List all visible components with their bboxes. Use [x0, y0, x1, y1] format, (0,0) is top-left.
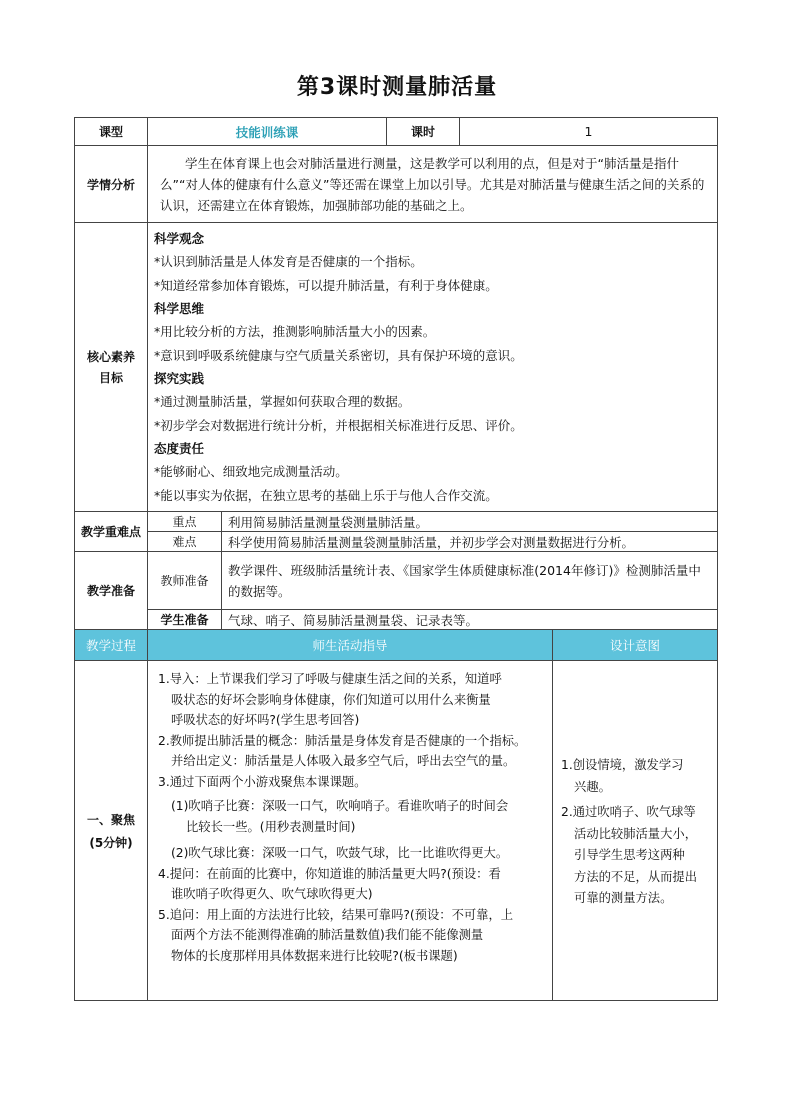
analysis-text: 学生在体育课上也会对肺活量进行测量，这是教学可以利用的点，但是对于“肺活量是指什么”“对人体的健康有什么意义”等还需在课堂上加以引导。尤其是对肺活量与健康生活之间的关系的认识，还需建立在体育锻炼，加强肺部功能的基础之上。 — [160, 155, 705, 213]
goal-item: *通过测量肺活量，掌握如何获取合理的数据。 — [154, 394, 411, 409]
row-focus — [75, 512, 718, 532]
student-prep-label: 学生准备 — [148, 610, 222, 630]
goal-item: *意识到呼吸系统健康与空气质量关系密切，具有保护环境的意识。 — [154, 347, 523, 363]
intent-line: 方法的不足，从而提出 — [574, 869, 697, 884]
teacher-prep-label: 教师准备 — [148, 552, 222, 610]
activity-line: 并给出定义：肺活量是人体吸入最多空气后，呼出去空气的量。 — [171, 754, 516, 768]
activity-line: 物体的长度那样用具体数据来进行比较呢?(板书课题) — [171, 948, 458, 963]
activity-line: 3.通过下面两个小游戏聚焦本课课题。 — [158, 774, 367, 789]
activity-line: 吸状态的好坏会影响身体健康，你们知道可以用什么来衡量 — [171, 692, 491, 707]
row-difficulty — [75, 532, 718, 552]
activity-line: 谁吹哨子吹得更久、吹气球吹得更大) — [171, 887, 373, 901]
intent-line: 1.创设情境，激发学习 — [561, 758, 684, 772]
core-goals-content — [148, 223, 718, 512]
activity-line: (2)吹气球比赛：深吸一口气，吹鼓气球，比一比谁吹得更大。 — [171, 846, 509, 860]
row-teacher-prep — [75, 552, 718, 610]
hours-label: 课时 — [387, 118, 460, 146]
lesson-plan-table — [74, 117, 718, 1001]
process-header-activity: 师生活动指导 — [148, 630, 553, 661]
row-core-goals — [75, 223, 718, 512]
stage-activity — [148, 661, 553, 1001]
process-header-intent: 设计意图 — [553, 630, 718, 661]
goal-item: *知道经常参加体育锻炼，可以提升肺活量，有利于身体健康。 — [154, 277, 498, 293]
teacher-prep-text: 教学课件、班级肺活量统计表、《国家学生体质健康标准(2014年修订)》检测肺活量中的数据等。 — [222, 552, 718, 610]
goal-item: *用比较分析的方法，推测影响肺活量大小的因素。 — [154, 324, 436, 339]
activity-line: 2.教师提出肺活量的概念：肺活量是身体发育是否健康的一个指标。 — [158, 733, 527, 748]
section-heading: 探究实践 — [154, 371, 205, 386]
section-heading: 科学思维 — [154, 301, 205, 316]
activity-line: 5.追问：用上面的方法进行比较，结果可靠吗?(预设：不可靠，上 — [158, 907, 514, 922]
intent-line: 活动比较肺活量大小， — [574, 826, 697, 841]
page-title: 第3课时测量肺活量 — [296, 75, 498, 100]
row-stage-1 — [75, 661, 718, 1001]
activity-line: 比较长一些。(用秒表测量时间) — [186, 819, 356, 834]
focus-label: 重点 — [148, 512, 222, 532]
course-type-value: 技能训练课 — [148, 118, 387, 146]
difficulty-text: 科学使用简易肺活量测量袋测量肺活量，并初步学会对测量数据进行分析。 — [222, 532, 718, 552]
section-heading: 态度责任 — [154, 441, 205, 456]
stage-label: 一、聚焦 — [86, 812, 135, 827]
stage-duration: (5分钟) — [89, 835, 133, 850]
row-analysis — [75, 146, 718, 223]
goal-item: *初步学会对数据进行统计分析，并根据相关标准进行反思、评价。 — [154, 417, 523, 433]
intent-line: 可靠的测量方法。 — [574, 891, 673, 905]
activity-line: 面两个方法不能测得准确的肺活量数值)我们能不能像测量 — [171, 928, 484, 942]
goal-item: *认识到肺活量是人体发育是否健康的一个指标。 — [154, 254, 423, 269]
core-label-1: 核心素养 — [86, 350, 135, 364]
preparation-label: 教学准备 — [75, 552, 148, 630]
key-points-label: 教学重难点 — [75, 512, 148, 552]
core-label-2: 目标 — [98, 371, 123, 385]
course-type-label: 课型 — [75, 118, 148, 146]
goal-item: *能以事实为依据，在独立思考的基础上乐于与他人合作交流。 — [154, 487, 498, 503]
goal-item: *能够耐心、细致地完成测量活动。 — [154, 464, 348, 479]
focus-text: 利用简易肺活量测量袋测量肺活量。 — [222, 512, 718, 532]
row-course-type — [75, 118, 718, 146]
intent-line: 2.通过吹哨子、吹气球等 — [561, 805, 696, 819]
activity-line: (1)吹哨子比赛：深吸一口气，吹响哨子。看谁吹哨子的时间会 — [171, 799, 509, 813]
intent-line: 兴趣。 — [574, 779, 611, 794]
activity-line: 1.导入：上节课我们学习了呼吸与健康生活之间的关系，知道呼 — [158, 672, 502, 686]
hours-value: 1 — [460, 118, 718, 146]
process-header-stage: 教学过程 — [75, 630, 148, 661]
intent-line: 引导学生思考这两种 — [574, 848, 685, 862]
analysis-label: 学情分析 — [75, 146, 148, 223]
student-prep-text: 气球、哨子、简易肺活量测量袋、记录表等。 — [222, 610, 718, 630]
activity-line: 4.提问：在前面的比赛中，你知道谁的肺活量更大吗?(预设：看 — [158, 866, 501, 881]
section-heading: 科学观念 — [154, 231, 205, 246]
difficulty-label: 难点 — [148, 532, 222, 552]
row-student-prep — [75, 610, 718, 630]
process-header — [75, 630, 718, 661]
activity-line: 呼吸状态的好坏吗?(学生思考回答) — [171, 713, 360, 727]
stage-intent — [553, 661, 718, 1001]
